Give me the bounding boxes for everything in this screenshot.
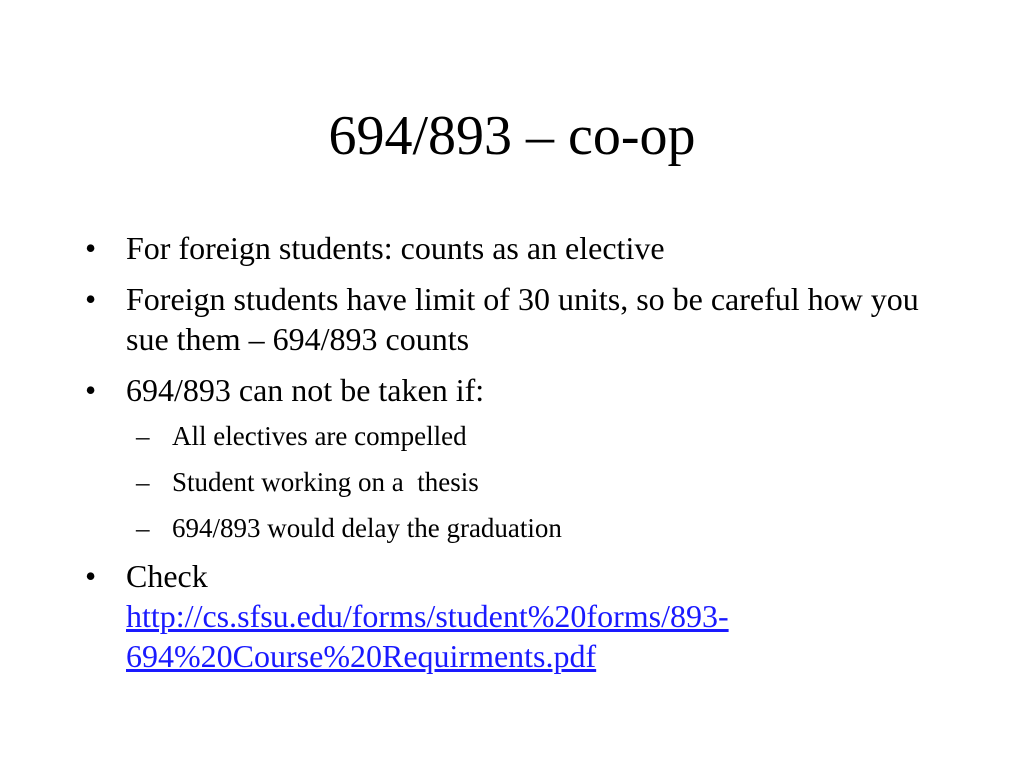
slide-title: 694/893 – co-op — [328, 105, 696, 167]
bullet-mark: • — [85, 558, 97, 594]
sub-text: Student working on a thesis — [172, 467, 479, 497]
sub-list — [85, 418, 945, 546]
bullet-mark: • — [85, 281, 97, 317]
sub-text: All electives are compelled — [172, 421, 467, 451]
bullet-mark: • — [85, 230, 97, 266]
dash-mark: – — [136, 421, 150, 451]
sub-item — [126, 510, 945, 546]
course-requirements-link[interactable] — [126, 596, 945, 676]
bullet-text: Check — [126, 558, 208, 594]
dash-mark: – — [136, 467, 150, 497]
sub-item — [126, 418, 945, 454]
bullet-text: 694/893 can not be taken if: — [126, 372, 485, 408]
link-text-line-1[interactable]: http://cs.sfsu.edu/forms/student%20forms/893- — [126, 598, 729, 634]
bullet-item — [85, 556, 945, 676]
bullet-item — [85, 228, 945, 268]
slide-body — [85, 228, 945, 687]
sub-text: 694/893 would delay the graduation — [172, 513, 562, 543]
dash-mark: – — [136, 513, 150, 543]
bullet-text: Foreign students have limit of 30 units, so be careful how you sue them – 694/893 counts — [126, 281, 919, 357]
bullet-text: For foreign students: counts as an elective — [126, 230, 665, 266]
link-text-line-2[interactable]: 694%20Course%20Requirments.pdf — [126, 638, 597, 674]
bullet-item — [85, 370, 945, 410]
bullet-mark: • — [85, 372, 97, 408]
sub-item — [126, 464, 945, 500]
bullet-item — [85, 279, 945, 359]
